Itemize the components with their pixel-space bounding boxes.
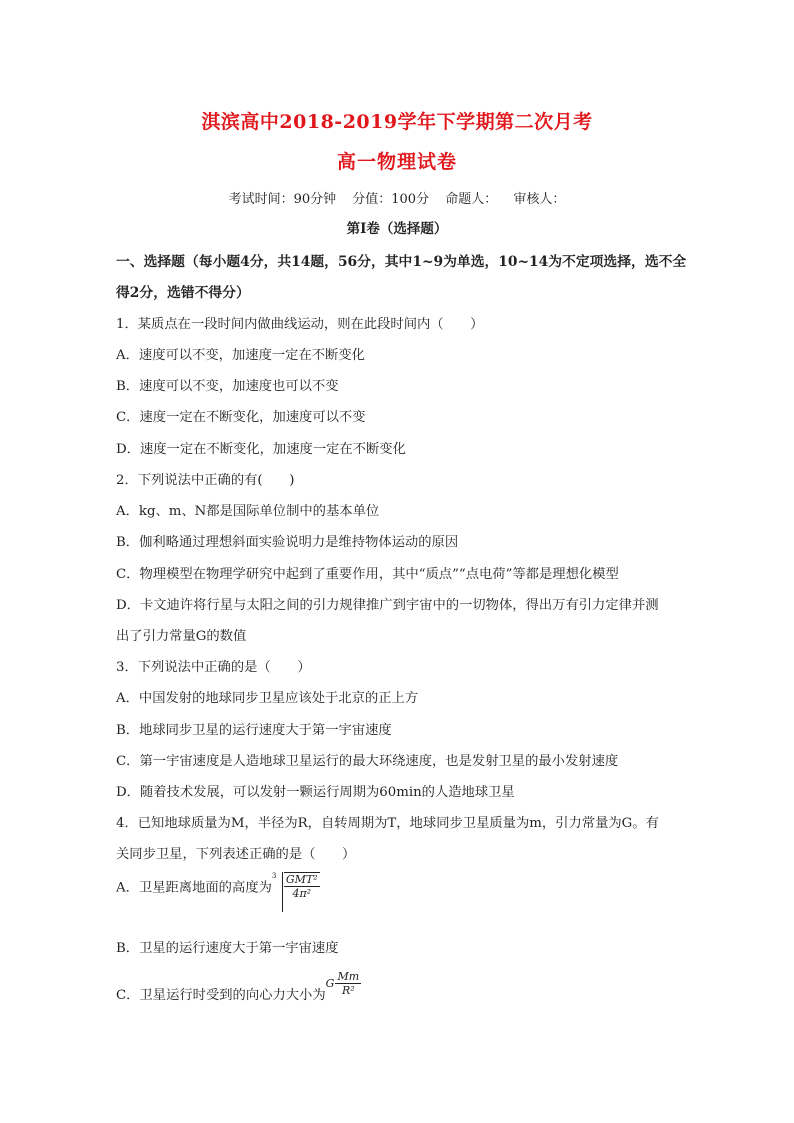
formula-numerator: Mm — [337, 970, 360, 983]
section-instruction-2: 得2分，选错不得分） — [116, 285, 250, 301]
radical-sign — [271, 872, 283, 912]
question-1-option-d: D．速度一定在不断变化，加速度一定在不断变化 — [116, 442, 406, 457]
question-1-stem: 1．某质点在一段时间内做曲线运动，则在此段时间内（ ） — [116, 317, 484, 332]
exam-author: 命题人： — [445, 192, 498, 207]
question-4-option-c-text: C．卫星运行时受到的向心力大小为 — [116, 988, 326, 1003]
question-3-option-a: A．中国发射的地球同步卫星应该处于北京的正上方 — [116, 691, 419, 706]
exam-meta — [0, 188, 794, 207]
force-formula — [326, 970, 362, 997]
question-2-option-a: A．kg、m、N都是国际单位制中的基本单位 — [116, 504, 380, 519]
formula-numerator: GMT² — [285, 873, 318, 886]
question-4-stem: 4．已知地球质量为M，半径为R，自转周期为T，地球同步卫星质量为m，引力常量为G。有 — [116, 816, 659, 831]
root-index: 3 — [271, 872, 277, 880]
question-4-stem-cont: 关同步卫星，下列表述正确的是（ ） — [116, 847, 356, 862]
question-3-option-b: B．地球同步卫星的运行速度大于第一宇宙速度 — [116, 723, 392, 738]
question-4-option-a-text: A．卫星距离地面的高度为 — [116, 880, 272, 896]
exam-reviewer: 审核人： — [513, 192, 566, 207]
question-1-option-a: A．速度可以不变，加速度一定在不断变化 — [116, 348, 365, 363]
question-2-option-d-cont: 出了引力常量G的数值 — [116, 629, 247, 644]
question-2-stem: 2．下列说法中正确的有( ) — [116, 473, 295, 488]
exam-time: 考试时间：90分钟 — [228, 192, 337, 207]
formula-fraction — [284, 873, 320, 900]
cube-root-formula — [271, 872, 320, 900]
question-1-option-b: B．速度可以不变，加速度也可以不变 — [116, 379, 339, 394]
question-4-option-c — [116, 970, 361, 1003]
formula-denominator: R² — [341, 984, 355, 997]
exam-title: 淇滨高中2018-2019学年下学期第二次月考 — [201, 111, 593, 133]
formula-denominator: 4π² — [292, 887, 312, 900]
question-3-stem: 3．下列说法中正确的是（ ） — [116, 660, 311, 675]
question-2-option-d: D．卡文迪许将行星与太阳之间的引力规律推广到宇宙中的一切物体，得出万有引力定律并测 — [116, 598, 659, 613]
exam-subtitle: 高一物理试卷 — [336, 151, 457, 173]
question-2-option-c: C．物理模型在物理学研究中起到了重要作用，其中“质点”“点电荷”等都是理想化模型 — [116, 567, 619, 582]
section-instruction-1: 一、选择题（每小题4分，共14题，56分，其中1~9为单选，10~14为不定项选择，选不全 — [116, 254, 687, 270]
question-3-option-d: D．随着技术发展，可以发射一颗运行周期为60min的人造地球卫星 — [116, 785, 515, 800]
part-heading: 第Ⅰ卷（选择题） — [346, 221, 448, 237]
question-4-option-a — [116, 872, 320, 900]
question-4-option-b: B．卫星的运行速度大于第一宇宙速度 — [116, 941, 339, 956]
question-3-option-c: C．第一宇宙速度是人造地球卫星运行的最大环绕速度，也是发射卫星的最小发射速度 — [116, 754, 619, 769]
question-2-option-b: B．伽利略通过理想斜面实验说明力是维持物体运动的原因 — [116, 535, 459, 550]
formula-g: G — [325, 977, 335, 990]
exam-score: 分值：100分 — [352, 192, 430, 207]
question-1-option-c: C．速度一定在不断变化，加速度可以不变 — [116, 410, 366, 425]
